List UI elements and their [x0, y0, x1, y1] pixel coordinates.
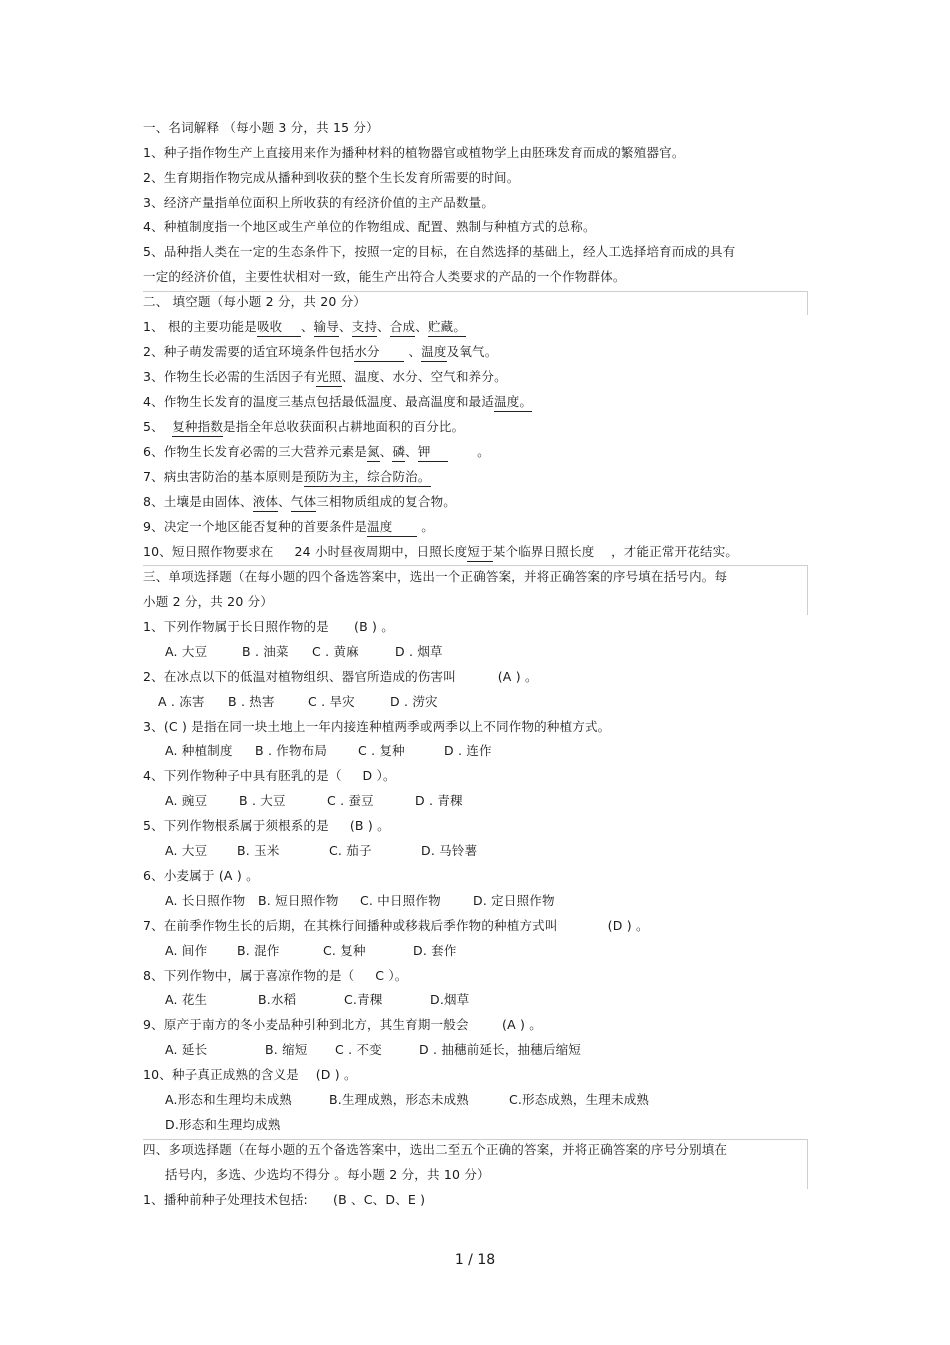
section3-title: 三、单项选择题（在每小题的四个备选答案中，选出一个正确答案，并将正确答案的序号填在括号内。每 — [143, 569, 728, 584]
choice-q10-option-d: D.形态和生理均成熟 — [165, 1117, 281, 1132]
choice-q4-options: A. 豌豆 B . 大豆 C . 蚕豆 D . 青稞 — [165, 793, 463, 808]
fill-q9: 9、决定一个地区能否复种的首要条件是温度 。 — [143, 519, 434, 537]
choice-q2: 2、在冰点以下的低温对植物组织、器官所造成的伤害叫 (A ) 。 — [143, 669, 538, 684]
choice-q10-options: A.形态和生理均未成熟 B.生理成熟，形态未成熟 C.形态成熟，生理未成熟 — [165, 1092, 650, 1107]
section-divider-edge — [807, 565, 808, 615]
choice-q8: 8、下列作物中，属于喜凉作物的是（ C ）。 — [143, 968, 408, 983]
section-divider-edge — [807, 291, 808, 315]
sec1-item-5-cont: 一定的经济价值，主要性状相对一致，能生产出符合人类要求的产品的一个作物群体。 — [143, 269, 626, 284]
page-number: 1 / 18 — [454, 1252, 496, 1268]
section-divider — [143, 291, 808, 292]
fill-q5: 5、 复种指数是指全年总收获面积占耕地面积的百分比。 — [143, 419, 464, 437]
section2-title: 二、 填空题（每小题 2 分，共 20 分） — [143, 294, 367, 309]
sec1-item-3: 3、经济产量指单位面积上所收获的有经济价值的主产品数量。 — [143, 195, 495, 210]
section4-title-cont: 括号内，多选、少选均不得分 。每小题 2 分，共 10 分） — [165, 1167, 490, 1182]
choice-q1: 1、下列作物属于长日照作物的是 (B ) 。 — [143, 619, 394, 634]
choice-q5: 5、下列作物根系属于须根系的是 (B ) 。 — [143, 818, 390, 833]
section-divider — [143, 1139, 808, 1140]
sec1-item-5: 5、品种指人类在一定的生态条件下，按照一定的目标，在自然选择的基础上，经人工选择培育而成的具有 — [143, 244, 736, 259]
fill-q4: 4、作物生长发育的温度三基点包括最低温度、最高温度和最适温度。 — [143, 394, 532, 412]
choice-q10: 10、种子真正成熟的含义是 (D ) 。 — [143, 1067, 357, 1082]
choice-q2-options: A . 冻害 B . 热害 C . 旱灾 D . 涝灾 — [158, 694, 438, 709]
section1-title: 一、名词解释 （每小题 3 分，共 15 分） — [143, 120, 379, 135]
fill-q6: 6、作物生长发育必需的三大营养元素是氮、磷、钾 。 — [143, 444, 490, 462]
fill-q1: 1、 根的主要功能是吸收 、输导、支持、合成、贮藏。 — [143, 319, 466, 337]
choice-q9-options: A. 延长 B. 缩短 C . 不变 D . 抽穗前延长，抽穗后缩短 — [165, 1042, 582, 1057]
choice-q9: 9、原产于南方的冬小麦品种引种到北方，其生育期一般会 (A ) 。 — [143, 1017, 542, 1032]
choice-q3: 3、(C ) 是指在同一块土地上一年内接连种植两季或两季以上不同作物的种植方式。 — [143, 719, 611, 734]
section-divider-edge — [807, 1139, 808, 1189]
section4-title: 四、多项选择题（在每小题的五个备选答案中，选出二至五个正确的答案，并将正确答案的序号分别填在 — [143, 1142, 728, 1157]
choice-q4: 4、下列作物种子中具有胚乳的是（ D ）。 — [143, 768, 396, 783]
choice-q1-options: A. 大豆 B . 油菜 C . 黄麻 D . 烟草 — [165, 644, 443, 659]
choice-q3-options: A. 种植制度 B . 作物布局 C . 复种 D . 连作 — [165, 743, 492, 758]
choice-q5-options: A. 大豆 B. 玉米 C. 茄子 D. 马铃薯 — [165, 843, 478, 858]
choice-q8-options: A. 花生 B.水稻 C.青稞 D.烟草 — [165, 992, 470, 1007]
section3-title-cont: 小题 2 分，共 20 分） — [143, 594, 274, 609]
section-divider — [143, 565, 808, 566]
choice-q7: 7、在前季作物生长的后期，在其株行间播种或移栽后季作物的种植方式叫 (D ) 。 — [143, 918, 649, 933]
sec1-item-2: 2、生育期指作物完成从播种到收获的整个生长发育所需要的时间。 — [143, 170, 520, 185]
choice-q6: 6、小麦属于 (A ) 。 — [143, 868, 259, 883]
fill-q8: 8、土壤是由固体、液体、气体三相物质组成的复合物。 — [143, 494, 456, 512]
fill-q3: 3、作物生长必需的生活因子有光照、温度、水分、空气和养分。 — [143, 369, 507, 387]
fill-q10: 10、短日照作物要求在 24 小时昼夜周期中，日照长度短于某个临界日照长度 ，才能正常开花结实。 — [143, 544, 738, 562]
fill-q2: 2、种子萌发需要的适宜环境条件包括水分 、温度及氧气。 — [143, 344, 497, 362]
choice-q7-options: A. 间作 B. 混作 C. 复种 D. 套作 — [165, 943, 457, 958]
multi-q1: 1、播种前种子处理技术包括: (B 、C、D、E ) — [143, 1192, 426, 1207]
sec1-item-1: 1、种子指作物生产上直接用来作为播种材料的植物器官或植物学上由胚珠发育而成的繁殖器官。 — [143, 145, 685, 160]
fill-q7: 7、病虫害防治的基本原则是预防为主，综合防治。 — [143, 469, 431, 487]
sec1-item-4: 4、种植制度指一个地区或生产单位的作物组成、配置、熟制与种植方式的总称。 — [143, 219, 596, 234]
choice-q6-options: A. 长日照作物 B. 短日照作物 C. 中日照作物 D. 定日照作物 — [165, 893, 555, 908]
